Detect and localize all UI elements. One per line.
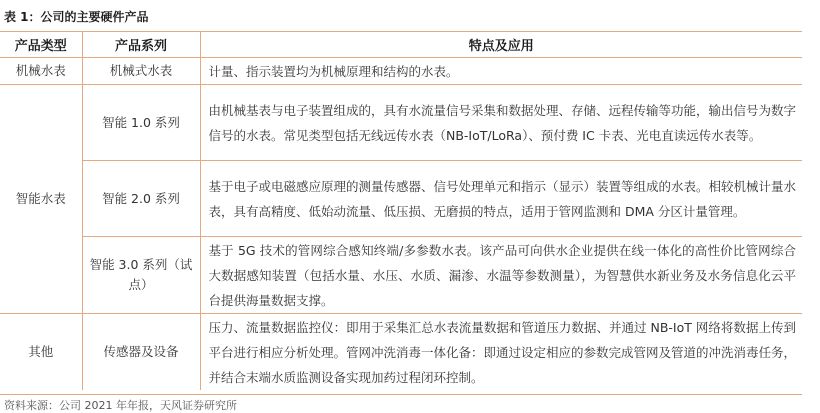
table-title: 表 1：公司的主要硬件产品 [4, 10, 149, 24]
header-features: 特点及应用 [200, 32, 802, 58]
table-row [0, 58, 802, 85]
cell-features: 基于 5G 技术的管网综合感知终端/多参数水表。该产品可向供水企业提供在线一体化的高性价比管网综合大数据感知装置（包括水量、水压、水质、漏渗、水温等参数测量），为智慧供水新业务及水务信息化云平台提供海量数据支撑。 [200, 237, 802, 314]
table-header-row [0, 32, 802, 58]
table-row [0, 161, 802, 237]
cell-product-type: 智能水表 [0, 85, 82, 314]
source-note: 资料来源：公司 2021 年年报，天风证券研究所 [4, 399, 237, 412]
cell-product-series: 机械式水表 [82, 58, 200, 85]
table-row [0, 237, 802, 314]
table-row [0, 85, 802, 161]
table-bottom-rule [0, 394, 802, 395]
cell-product-type: 其他 [0, 314, 82, 391]
header-product-series: 产品系列 [82, 32, 200, 58]
cell-product-series: 智能 2.0 系列 [82, 161, 200, 237]
cell-features: 由机械基表与电子装置组成的，具有水流量信号采集和数据处理、存储、远程传输等功能，输出信号为数字信号的水表。常见类型包括无线远传水表（NB-IoT/LoRa）、预付费 IC 卡表、光电直读远传水表等。 [200, 85, 802, 161]
cell-product-series: 智能 3.0 系列（试点） [82, 237, 200, 314]
cell-product-series: 传感器及设备 [82, 314, 200, 391]
cell-product-type: 机械水表 [15, 63, 66, 78]
header-product-type: 产品类型 [0, 32, 82, 58]
cell-features: 基于电子或电磁感应原理的测量传感器、信号处理单元和指示（显示）装置等组成的水表。相较机械计量水表，具有高精度、低始动流量、低压损、无磨损的特点，适用于管网监测和 DMA 分区计量管理。 [200, 161, 802, 237]
table-row [0, 314, 802, 391]
cell-product-series: 智能 1.0 系列 [82, 85, 200, 161]
product-table [0, 32, 802, 390]
cell-features: 压力、流量数据监控仪：即用于采集汇总水表流量数据和管道压力数据、并通过 NB-IoT 网络将数据上传到平台进行相应分析处理。管网冲洗消毒一体化备：即通过设定相应的参数完成管网及管道的冲洗消毒任务，并结合末端水质监测设备实现加药过程闭环控制。 [200, 314, 802, 391]
cell-features: 计量、指示装置均为机械原理和结构的水表。 [208, 63, 459, 79]
